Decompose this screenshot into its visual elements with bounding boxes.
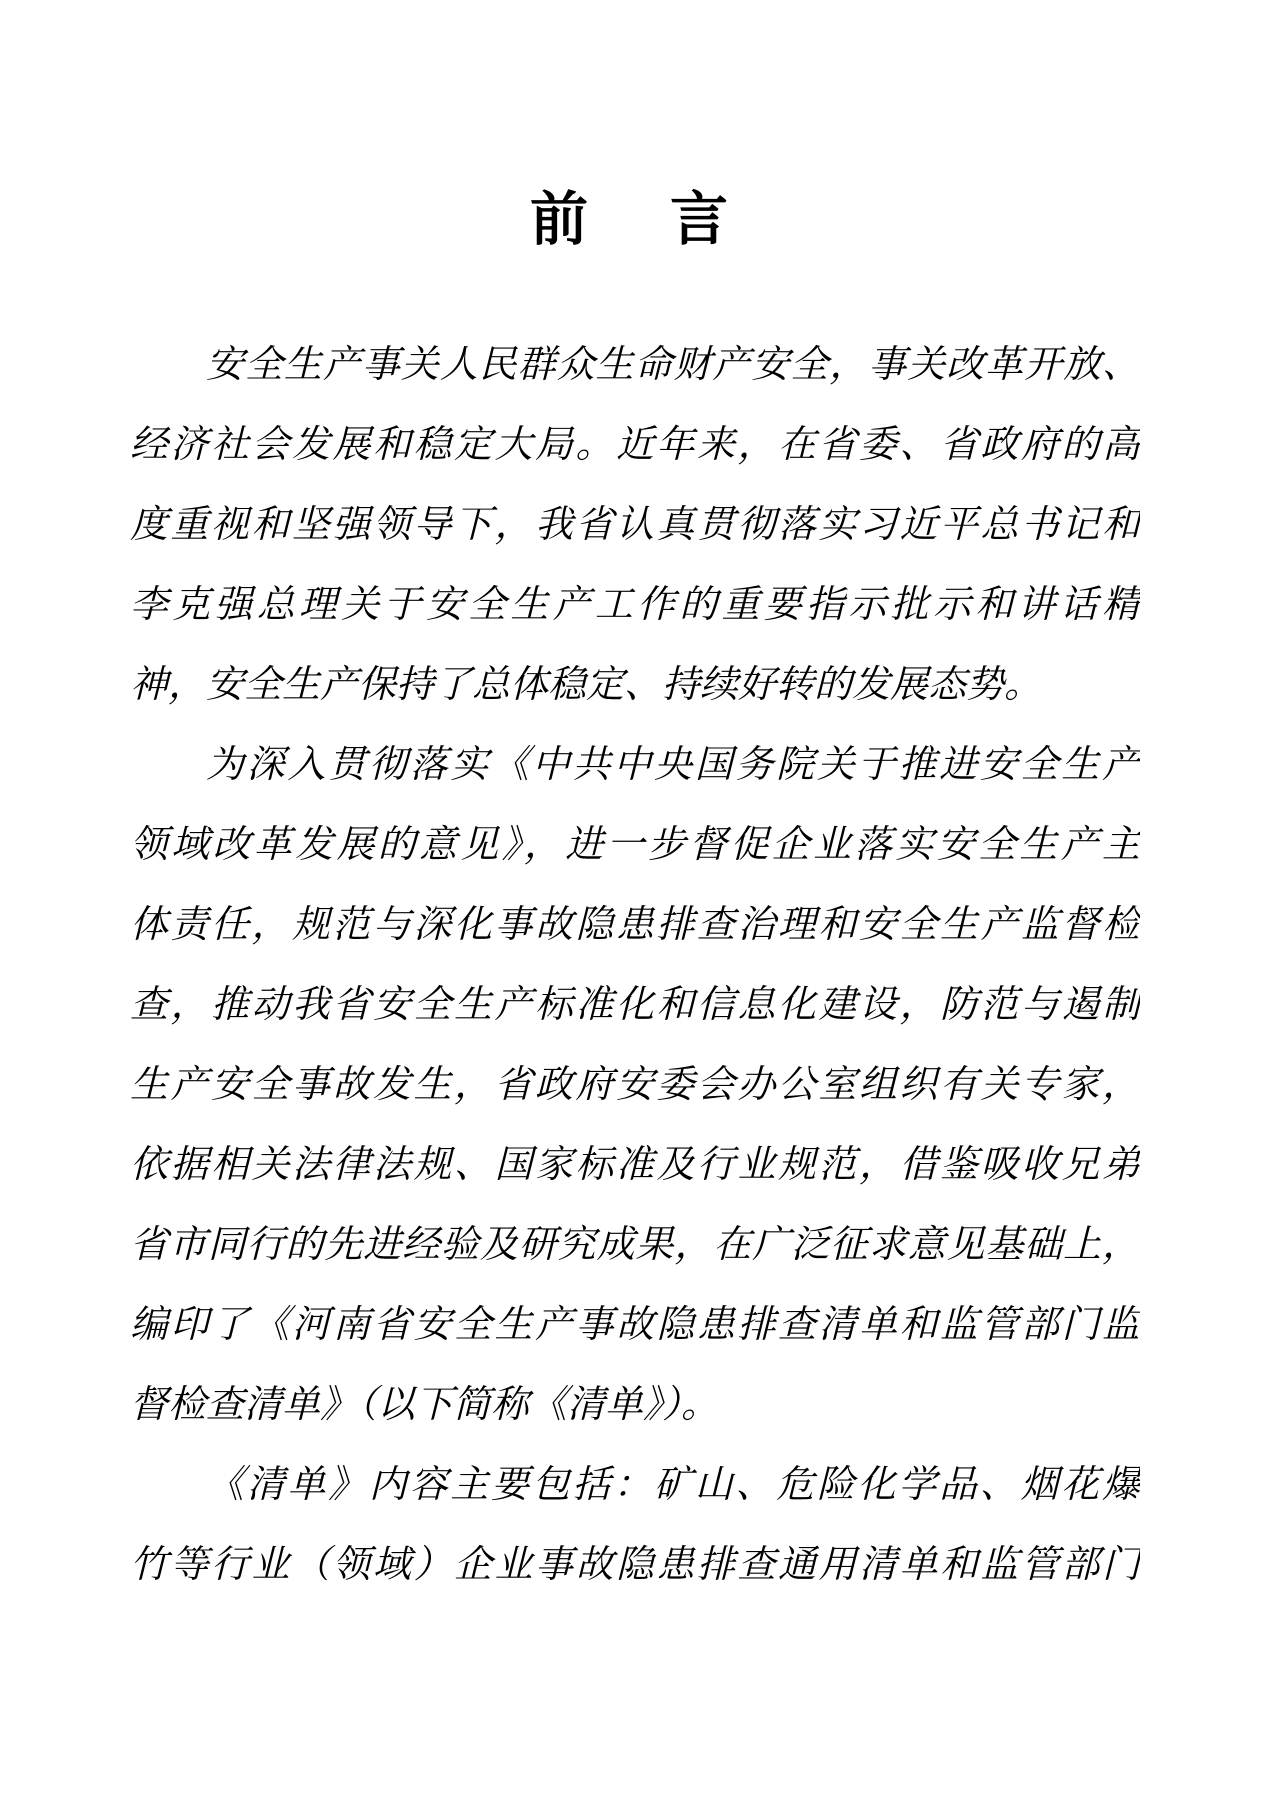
text-line: 安全生产事关人民群众生命财产安全，事关改革开放、	[206, 344, 1140, 386]
text-line: 查，推动我省安全生产标准化和信息化建设，防范与遏制	[130, 984, 1140, 1026]
text-line: 领域改革发展的意见》，进一步督促企业落实安全生产主	[130, 824, 1140, 866]
text-line: 度重视和坚强领导下，我省认真贯彻落实习近平总书记和	[130, 504, 1140, 546]
text-line: 省市同行的先进经验及研究成果，在广泛征求意见基础上，	[130, 1224, 1140, 1266]
page-title: 前 言	[529, 187, 740, 252]
text-line: 督检查清单》（以下简称《清单》）。	[130, 1384, 720, 1426]
text-line: 竹等行业（领域）企业事故隐患排查通用清单和监管部门	[130, 1544, 1140, 1586]
text-line: 经济社会发展和稳定大局。近年来，在省委、省政府的高	[130, 424, 1140, 466]
text-line: 体责任，规范与深化事故隐患排查治理和安全生产监督检	[130, 904, 1140, 946]
text-line: 生产安全事故发生，省政府安委会办公室组织有关专家，	[130, 1064, 1140, 1106]
document-body	[130, 325, 1140, 1605]
text-line: 神，安全生产保持了总体稳定、持续好转的发展态势。	[130, 664, 1043, 706]
text-line: 编印了《河南省安全生产事故隐患排查清单和监管部门监	[130, 1304, 1140, 1346]
text-line: 《清单》内容主要包括：矿山、危险化学品、烟花爆	[206, 1464, 1140, 1506]
text-line: 依据相关法律法规、国家标准及行业规范，借鉴吸收兄弟	[130, 1144, 1140, 1186]
text-line: 为深入贯彻落实《中共中央国务院关于推进安全生产	[206, 744, 1140, 786]
text-line: 李克强总理关于安全生产工作的重要指示批示和讲话精	[130, 584, 1140, 626]
